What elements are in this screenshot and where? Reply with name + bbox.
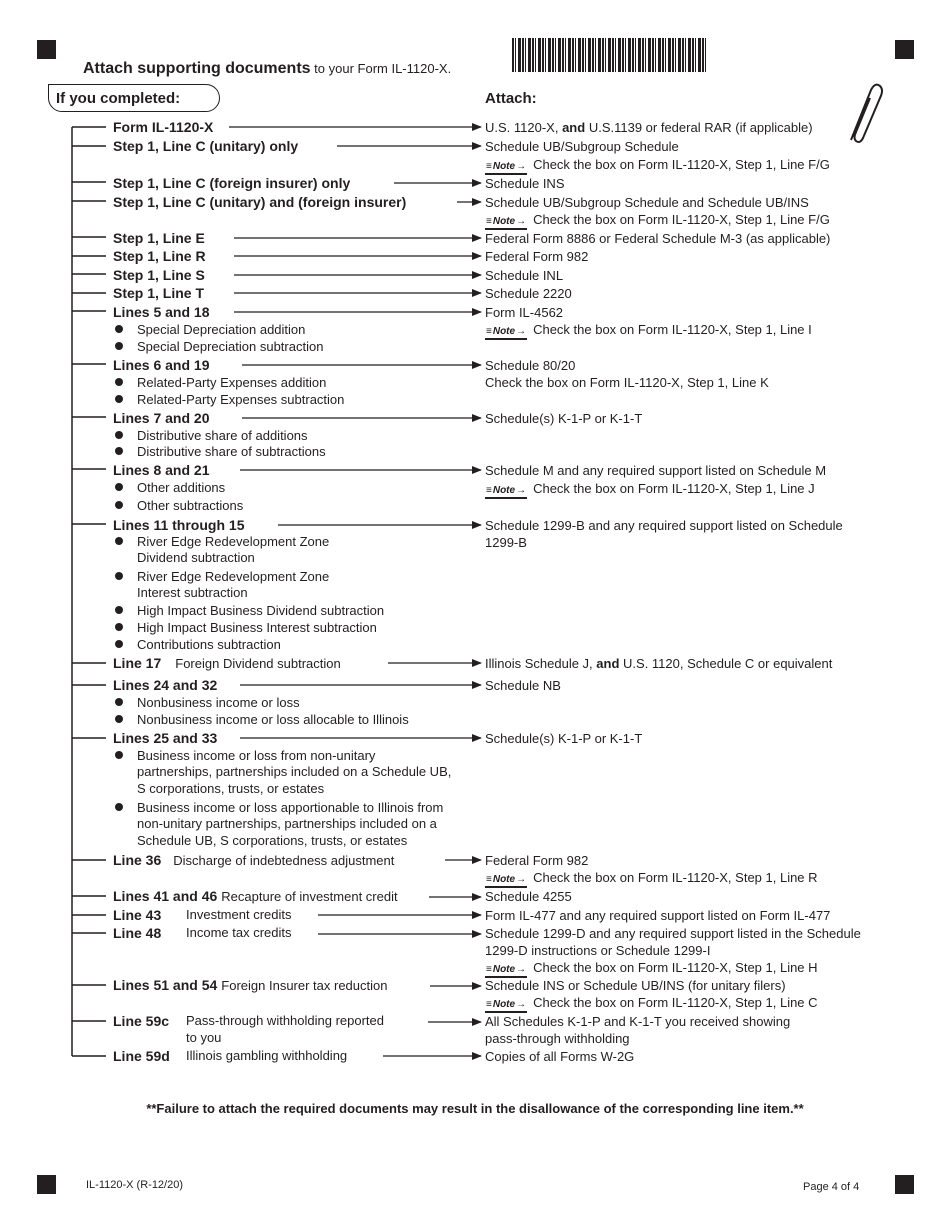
row-attach xyxy=(485,119,813,136)
registration-mark-bottom-right xyxy=(895,1175,914,1194)
bullet-item: Distributive share of subtractions xyxy=(137,444,326,459)
row-attach: Schedule 1299-D and any required support listed in the Schedule xyxy=(485,926,861,941)
page-title-rest: to your Form IL-1120-X. xyxy=(310,61,452,76)
row-sublabel: Income tax credits xyxy=(186,925,292,940)
bullet-item-cont: Dividend subtraction xyxy=(137,550,255,565)
attach-text-bold: and xyxy=(562,120,586,135)
note-icon: ≡ Note → xyxy=(485,485,527,499)
bullet-item: Distributive share of additions xyxy=(137,428,308,443)
bullet-item: Business income or loss from non-unitary xyxy=(137,748,376,763)
row-label: Step 1, Line R xyxy=(113,248,206,264)
bullet-item: Other additions xyxy=(137,480,226,495)
row-attach: Schedule 1299-B and any required support listed on Schedule xyxy=(485,518,843,533)
attach-text: Illinois Schedule J, xyxy=(485,656,597,671)
bullet-item-cont: Schedule UB, S corporations, trusts, or estates xyxy=(137,833,408,848)
row-attach: Form IL-4562 xyxy=(485,305,564,320)
row-attach: All Schedules K-1-P and K-1-T you received showing xyxy=(485,1014,791,1029)
row-label: Step 1, Line C (foreign insurer) only xyxy=(113,175,351,191)
row-note xyxy=(485,211,830,230)
row-sublabel: Pass-through withholding reported xyxy=(186,1013,385,1028)
row-attach: Schedule INL xyxy=(485,268,564,283)
row-note xyxy=(485,156,830,175)
row-attach: Federal Form 982 xyxy=(485,853,589,868)
row-label xyxy=(113,851,394,870)
bullet-item: River Edge Redevelopment Zone xyxy=(137,569,330,584)
row-label: Lines 6 and 19 xyxy=(113,357,210,373)
attach-text: U.S. 1120-X, xyxy=(485,120,563,135)
row-attach: Schedule 4255 xyxy=(485,889,572,904)
attach-text: U.S. 1120, Schedule C or equivalent xyxy=(619,656,833,671)
row-sublabel: Foreign Insurer tax reduction xyxy=(221,978,388,993)
row-label: Step 1, Line E xyxy=(113,230,205,246)
row-label: Step 1, Line S xyxy=(113,267,205,283)
row-label: Line 48 xyxy=(113,925,162,941)
row-label: Line 43 xyxy=(113,907,162,923)
row-sublabel: Illinois gambling withholding xyxy=(186,1048,348,1063)
row-label: Step 1, Line C (unitary) and (foreign insurer) xyxy=(113,194,407,210)
row-attach-cont: Check the box on Form IL-1120-X, Step 1, Line K xyxy=(485,375,769,390)
row-label: Lines 7 and 20 xyxy=(113,410,210,426)
row-label xyxy=(113,887,398,906)
row-attach: Schedule INS xyxy=(485,176,565,191)
bullet-item: Related-Party Expenses subtraction xyxy=(137,392,345,407)
row-attach xyxy=(485,655,832,672)
row-sublabel-cont: to you xyxy=(186,1030,222,1045)
row-attach-cont: 1299-B xyxy=(485,535,527,550)
note-icon: ≡ Note → xyxy=(485,216,527,230)
form-id: IL-1120-X (R-12/20) xyxy=(86,1179,184,1191)
row-note xyxy=(485,959,818,978)
row-label-text: Lines 41 and 46 xyxy=(113,888,218,904)
row-attach: Copies of all Forms W-2G xyxy=(485,1049,635,1064)
bullet-item-cont: Interest subtraction xyxy=(137,585,248,600)
bullet-item-cont: partnerships, partnerships included on a Schedule UB, xyxy=(137,764,452,779)
row-attach: Schedule INS or Schedule UB/INS (for unitary filers) xyxy=(485,978,786,993)
row-attach: Schedule M and any required support listed on Schedule M xyxy=(485,463,827,478)
bullet-item-cont: S corporations, trusts, or estates xyxy=(137,781,325,796)
row-attach: Schedule UB/Subgroup Schedule and Schedule UB/INS xyxy=(485,195,809,210)
attach-header: Attach: xyxy=(485,90,537,107)
page-title-bold: Attach supporting documents xyxy=(83,60,311,77)
row-attach: Schedule NB xyxy=(485,678,561,693)
note-icon: ≡ Note → xyxy=(485,161,527,175)
row-attach: Federal Form 8886 or Federal Schedule M-3 (as applicable) xyxy=(485,231,831,246)
row-label: Step 1, Line T xyxy=(113,285,205,301)
row-note xyxy=(485,869,818,888)
row-sublabel: Recapture of investment credit xyxy=(221,889,398,904)
row-label: Lines 8 and 21 xyxy=(113,462,210,478)
bullet-item: Business income or loss apportionable to Illinois from xyxy=(137,800,444,815)
row-sublabel: Foreign Dividend subtraction xyxy=(175,656,341,671)
row-label: Line 59c xyxy=(113,1013,170,1029)
bullet-item-cont: non-unitary partnerships, partnerships included on a xyxy=(137,816,437,831)
page-number: Page 4 of 4 xyxy=(803,1181,860,1193)
note-icon: ≡ Note → xyxy=(485,964,527,978)
note-text: Check the box on Form IL-1120-X, Step 1, Line R xyxy=(533,870,818,885)
row-label: Form IL-1120-X xyxy=(113,119,214,135)
row-note xyxy=(485,994,818,1013)
warning-text: **Failure to attach the required documents may result in the disallowance of the corresponding line item.** xyxy=(146,1101,804,1116)
bullet-item: Nonbusiness income or loss xyxy=(137,695,300,710)
bullet-item: Other subtractions xyxy=(137,498,244,513)
row-attach: Schedule 2220 xyxy=(485,286,572,301)
note-icon: ≡ Note → xyxy=(485,326,527,340)
bullet-item: Special Depreciation subtraction xyxy=(137,339,324,354)
row-label: Step 1, Line C (unitary) only xyxy=(113,138,299,154)
registration-mark-bottom-left xyxy=(37,1175,56,1194)
row-label: Lines 25 and 33 xyxy=(113,730,218,746)
row-note xyxy=(485,480,815,499)
row-attach: Schedule(s) K-1-P or K-1-T xyxy=(485,411,643,426)
row-label-text: Lines 51 and 54 xyxy=(113,977,218,993)
row-attach-cont: 1299-D instructions or Schedule 1299-I xyxy=(485,943,711,958)
bullet-item: Special Depreciation addition xyxy=(137,322,306,337)
row-label xyxy=(113,976,387,995)
note-text: Check the box on Form IL-1120-X, Step 1, Line J xyxy=(533,481,815,496)
row-attach: Schedule 80/20 xyxy=(485,358,576,373)
row-label: Lines 24 and 32 xyxy=(113,677,218,693)
attach-text-bold: and xyxy=(596,656,620,671)
row-attach: Federal Form 982 xyxy=(485,249,589,264)
bullet-item: High Impact Business Interest subtraction xyxy=(137,620,377,635)
note-text: Check the box on Form IL-1120-X, Step 1, Line F/G xyxy=(533,157,830,172)
bullet-item: Contributions subtraction xyxy=(137,637,281,652)
bullet-item: High Impact Business Dividend subtraction xyxy=(137,603,385,618)
note-text: Check the box on Form IL-1120-X, Step 1, Line H xyxy=(533,960,818,975)
row-sublabel: Investment credits xyxy=(186,907,292,922)
row-attach: Schedule UB/Subgroup Schedule xyxy=(485,139,679,154)
note-icon: ≡ Note → xyxy=(485,874,527,888)
row-attach: Schedule(s) K-1-P or K-1-T xyxy=(485,731,643,746)
row-label xyxy=(113,654,341,673)
row-label-text: Line 17 xyxy=(113,655,162,671)
row-attach: Form IL-477 and any required support listed on Form IL-477 xyxy=(485,908,831,923)
row-note xyxy=(485,321,812,340)
row-attach-cont: pass-through withholding xyxy=(485,1031,630,1046)
row-label: Lines 11 through 15 xyxy=(113,517,245,533)
note-icon: ≡ Note → xyxy=(485,999,527,1013)
bullet-item: River Edge Redevelopment Zone xyxy=(137,534,330,549)
attach-text: U.S.1139 or federal RAR (if applicable) xyxy=(585,120,813,135)
note-text: Check the box on Form IL-1120-X, Step 1, Line I xyxy=(533,322,812,337)
row-label-text: Line 36 xyxy=(113,852,162,868)
bullet-item: Related-Party Expenses addition xyxy=(137,375,327,390)
row-label: Lines 5 and 18 xyxy=(113,304,210,320)
row-label: Line 59d xyxy=(113,1048,170,1064)
note-text: Check the box on Form IL-1120-X, Step 1, Line F/G xyxy=(533,212,830,227)
note-text: Check the box on Form IL-1120-X, Step 1, Line C xyxy=(533,995,818,1010)
if-you-completed-header: If you completed: xyxy=(48,84,220,112)
row-sublabel: Discharge of indebtedness adjustment xyxy=(173,853,395,868)
bullet-item: Nonbusiness income or loss allocable to Illinois xyxy=(137,712,409,727)
